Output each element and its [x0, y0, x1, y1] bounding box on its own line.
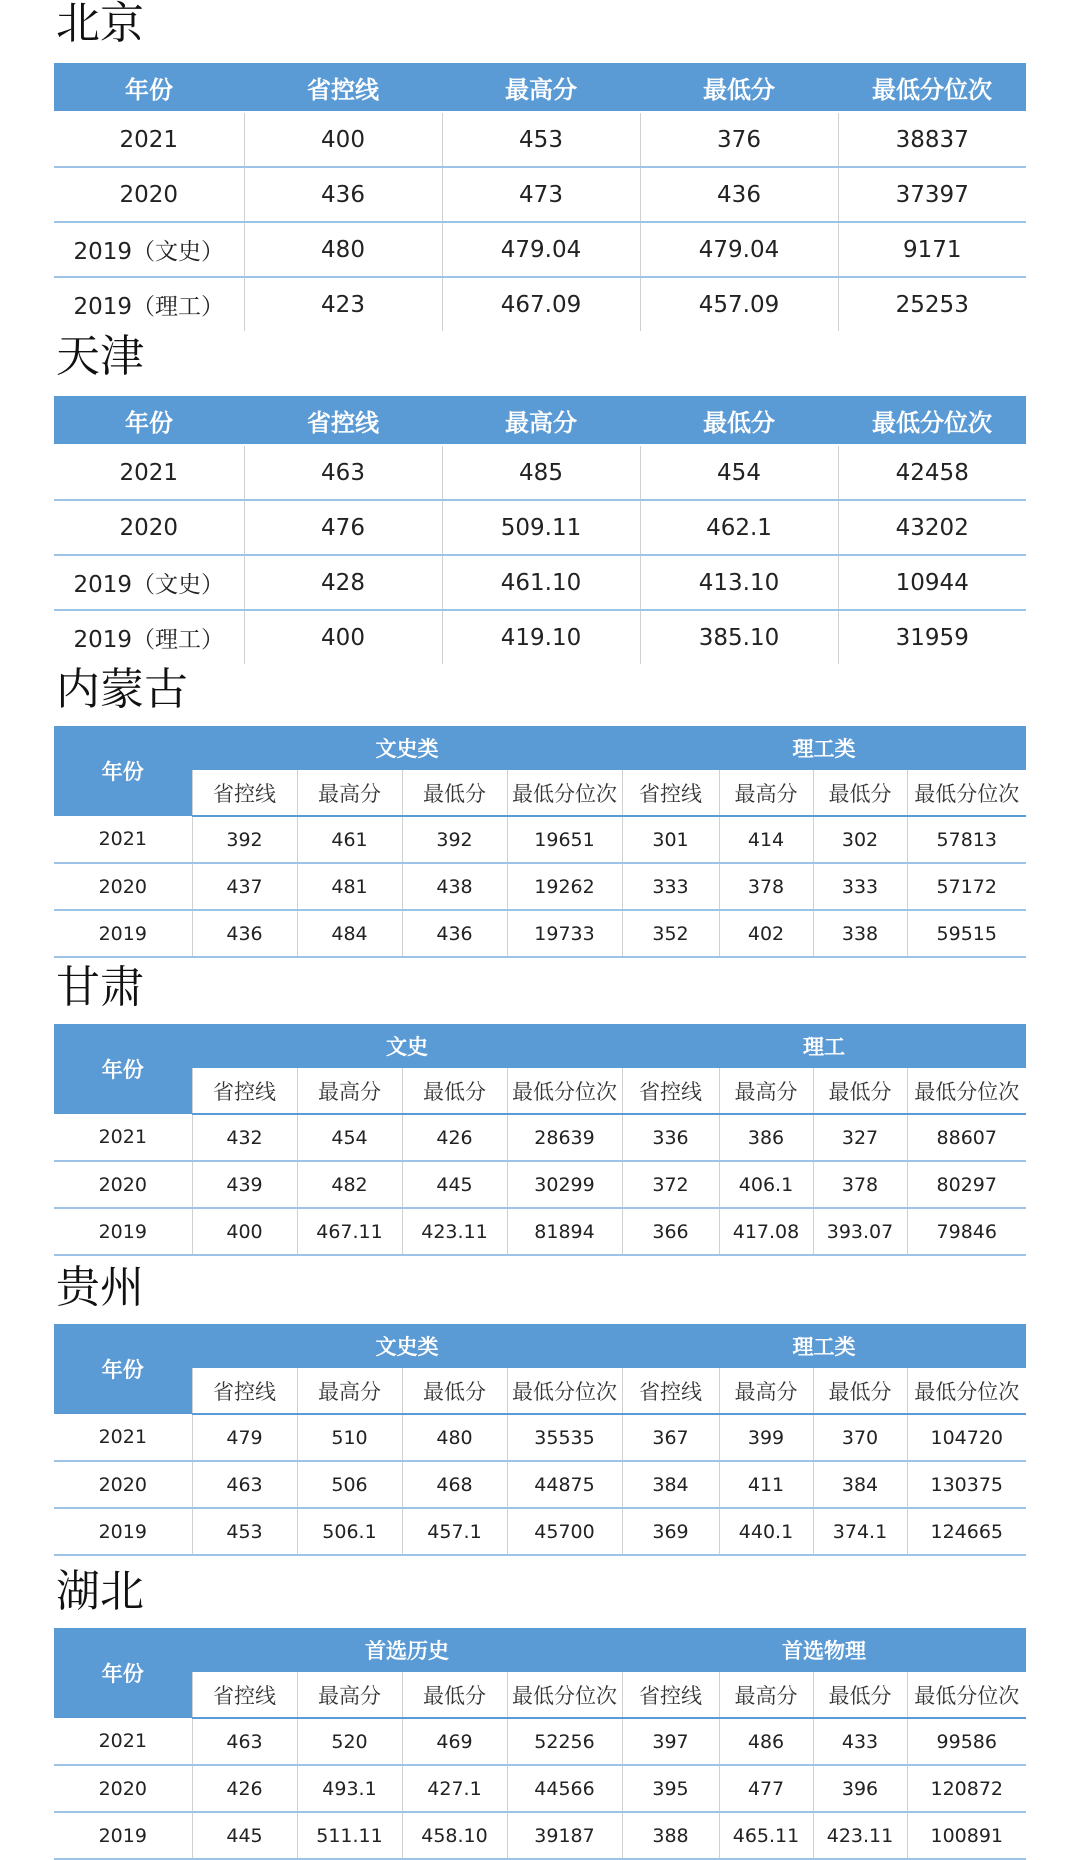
value-cell: 366: [622, 1208, 719, 1255]
value-cell: 445: [192, 1812, 297, 1859]
year-header: 年份: [54, 726, 192, 816]
value-cell: 130375: [907, 1461, 1026, 1508]
column-header: 省控线: [192, 770, 297, 816]
value-cell: 333: [622, 863, 719, 910]
year-cell: 2019（理工）: [73, 627, 225, 653]
value-cell: 367: [622, 1414, 719, 1461]
sub-header-row: [54, 1068, 1026, 1114]
value-cell: 432: [192, 1114, 297, 1161]
region-title: 北京: [56, 0, 144, 49]
column-header: 最高分: [719, 1368, 813, 1414]
column-header: 最高分: [297, 770, 402, 816]
value-cell: 400: [192, 1208, 297, 1255]
year-cell: 2020: [54, 1161, 192, 1208]
value-cell: 439: [192, 1161, 297, 1208]
table-row: [54, 555, 1026, 610]
value-cell: 437: [192, 863, 297, 910]
value-cell: 433: [813, 1718, 907, 1765]
table-row: [54, 500, 1026, 555]
value-cell: 124665: [907, 1508, 1026, 1555]
value-cell: 467.11: [297, 1208, 402, 1255]
value-cell: 384: [622, 1461, 719, 1508]
value-cell: 392: [192, 816, 297, 863]
value-cell: 414: [719, 816, 813, 863]
column-header: 省控线: [622, 1368, 719, 1414]
value-cell: 35535: [507, 1414, 622, 1461]
value-cell: 428: [244, 555, 442, 610]
value-cell: 369: [622, 1508, 719, 1555]
value-cell: 81894: [507, 1208, 622, 1255]
column-header: 最低分: [813, 1672, 907, 1718]
column-header: 最高分: [719, 1068, 813, 1114]
value-cell: 510: [297, 1414, 402, 1461]
column-header: 最高分: [719, 1672, 813, 1718]
value-cell: 301: [622, 816, 719, 863]
column-header: 年份: [54, 63, 244, 112]
value-cell: 485: [442, 445, 640, 500]
value-cell: 88607: [907, 1114, 1026, 1161]
column-header: 省控线: [622, 1672, 719, 1718]
table-row: [54, 1208, 1026, 1255]
year-header: 年份: [54, 1324, 192, 1414]
value-cell: 511.11: [297, 1812, 402, 1859]
group-header: 理工类: [622, 726, 1026, 770]
year-cell: 2020: [54, 1461, 192, 1508]
value-cell: 104720: [907, 1414, 1026, 1461]
score-table: [54, 1628, 1026, 1860]
year-cell: 2019（文史）: [54, 555, 244, 610]
value-cell: 52256: [507, 1718, 622, 1765]
table-row: [54, 277, 1026, 331]
column-header: 最高分: [297, 1672, 402, 1718]
value-cell: 388: [622, 1812, 719, 1859]
header-row: [54, 63, 1026, 112]
value-cell: 370: [813, 1414, 907, 1461]
value-cell: 411: [719, 1461, 813, 1508]
table-row: [54, 863, 1026, 910]
score-table: [54, 63, 1026, 331]
value-cell: 384: [813, 1461, 907, 1508]
group-header: 文史类: [192, 726, 622, 770]
value-cell: 376: [640, 112, 838, 167]
value-cell: 457.1: [402, 1508, 507, 1555]
value-cell: 438: [402, 863, 507, 910]
column-header: 最高分: [719, 770, 813, 816]
column-header: 最高分: [442, 396, 640, 445]
year-cell: 2020: [54, 500, 244, 555]
year-cell: 2019（理工）: [73, 294, 225, 320]
column-header: 最低分: [813, 770, 907, 816]
value-cell: 44875: [507, 1461, 622, 1508]
value-cell: 477: [719, 1765, 813, 1812]
value-cell: 436: [402, 910, 507, 957]
group-header-row: [54, 1628, 1026, 1672]
value-cell: 333: [813, 863, 907, 910]
value-cell: 9171: [838, 222, 1026, 277]
value-cell: 445: [402, 1161, 507, 1208]
value-cell: 463: [192, 1461, 297, 1508]
value-cell: 436: [192, 910, 297, 957]
table-row: [54, 112, 1026, 167]
value-cell: 473: [442, 167, 640, 222]
column-header: 最低分位次: [907, 1368, 1026, 1414]
column-header: 最低分: [402, 1672, 507, 1718]
value-cell: 506: [297, 1461, 402, 1508]
column-header: 最低分位次: [507, 1068, 622, 1114]
score-table: [54, 1024, 1026, 1256]
value-cell: 427.1: [402, 1765, 507, 1812]
column-header: 最低分: [813, 1068, 907, 1114]
value-cell: 476: [244, 500, 442, 555]
value-cell: 484: [297, 910, 402, 957]
value-cell: 38837: [838, 112, 1026, 167]
value-cell: 352: [622, 910, 719, 957]
column-header: 最低分: [640, 63, 838, 112]
group-header: 首选物理: [622, 1628, 1026, 1672]
value-cell: 399: [719, 1414, 813, 1461]
value-cell: 400: [244, 112, 442, 167]
value-cell: 426: [192, 1765, 297, 1812]
group-header: 理工类: [622, 1324, 1026, 1368]
value-cell: 395: [622, 1765, 719, 1812]
column-header: 最低分: [813, 1368, 907, 1414]
value-cell: 465.11: [719, 1812, 813, 1859]
value-cell: 468: [402, 1461, 507, 1508]
value-cell: 402: [719, 910, 813, 957]
value-cell: 480: [402, 1414, 507, 1461]
column-header: 省控线: [244, 63, 442, 112]
sub-header-row: [54, 770, 1026, 816]
value-cell: 19651: [507, 816, 622, 863]
column-header: 年份: [54, 396, 244, 445]
table-row: [54, 445, 1026, 500]
value-cell: 31959: [838, 610, 1026, 664]
value-cell: 25253: [838, 277, 1026, 331]
value-cell: 400: [244, 610, 442, 664]
value-cell: 467.09: [442, 277, 640, 331]
value-cell: 44566: [507, 1765, 622, 1812]
year-cell: 2020: [54, 167, 244, 222]
column-header: 最低分: [640, 396, 838, 445]
value-cell: 336: [622, 1114, 719, 1161]
value-cell: 397: [622, 1718, 719, 1765]
value-cell: 423.11: [813, 1812, 907, 1859]
value-cell: 372: [622, 1161, 719, 1208]
value-cell: 42458: [838, 445, 1026, 500]
value-cell: 479.04: [442, 222, 640, 277]
group-header: 理工: [622, 1024, 1026, 1068]
column-header: 最高分: [442, 63, 640, 112]
region-title: 天津: [56, 331, 144, 382]
year-cell: 2021: [54, 1414, 192, 1461]
value-cell: 493.1: [297, 1765, 402, 1812]
column-header: 最低分位次: [838, 396, 1026, 445]
year-cell: 2020: [54, 1765, 192, 1812]
year-cell: 2019: [54, 910, 192, 957]
column-header: 省控线: [192, 1672, 297, 1718]
value-cell: 423.11: [402, 1208, 507, 1255]
value-cell: 482: [297, 1161, 402, 1208]
table-row: [54, 610, 1026, 664]
score-table: [54, 396, 1026, 664]
table-row: [54, 167, 1026, 222]
value-cell: 392: [402, 816, 507, 863]
region-title: 贵州: [56, 1262, 144, 1313]
value-cell: 453: [192, 1508, 297, 1555]
sub-header-row: [54, 1368, 1026, 1414]
year-cell: 2021: [54, 1114, 192, 1161]
column-header: 最低分位次: [838, 63, 1026, 112]
year-cell: 2020: [54, 863, 192, 910]
column-header: 省控线: [622, 770, 719, 816]
table-row: [54, 1161, 1026, 1208]
value-cell: 454: [297, 1114, 402, 1161]
value-cell: 59515: [907, 910, 1026, 957]
value-cell: 100891: [907, 1812, 1026, 1859]
column-header: 最低分: [402, 1068, 507, 1114]
column-header: 最低分: [402, 1368, 507, 1414]
year-cell: 2021: [54, 445, 244, 500]
value-cell: 419.10: [442, 610, 640, 664]
group-header-row: [54, 1324, 1026, 1368]
value-cell: 386: [719, 1114, 813, 1161]
group-header: 文史类: [192, 1324, 622, 1368]
value-cell: 509.11: [442, 500, 640, 555]
column-header: 最低分位次: [507, 770, 622, 816]
value-cell: 374.1: [813, 1508, 907, 1555]
column-header: 最低分: [402, 770, 507, 816]
group-header: 首选历史: [192, 1628, 622, 1672]
table-row: [54, 1765, 1026, 1812]
value-cell: 480: [244, 222, 442, 277]
column-header: 最低分位次: [907, 1672, 1026, 1718]
score-table: [54, 1324, 1026, 1556]
year-cell: 2019: [54, 1812, 192, 1859]
value-cell: 463: [192, 1718, 297, 1765]
value-cell: 396: [813, 1765, 907, 1812]
value-cell: 453: [442, 112, 640, 167]
column-header: 最低分位次: [907, 770, 1026, 816]
column-header: 省控线: [622, 1068, 719, 1114]
region-title: 甘肃: [56, 962, 144, 1013]
column-header: 最低分位次: [907, 1068, 1026, 1114]
value-cell: 520: [297, 1718, 402, 1765]
value-cell: 461.10: [442, 555, 640, 610]
value-cell: 463: [244, 445, 442, 500]
year-cell: 2019（文史）: [54, 222, 244, 277]
value-cell: 30299: [507, 1161, 622, 1208]
value-cell: 506.1: [297, 1508, 402, 1555]
value-cell: 479.04: [640, 222, 838, 277]
value-cell: 80297: [907, 1161, 1026, 1208]
table-row: [54, 1114, 1026, 1161]
value-cell: 462.1: [640, 500, 838, 555]
value-cell: 426: [402, 1114, 507, 1161]
table-row: [54, 1812, 1026, 1859]
value-cell: 99586: [907, 1718, 1026, 1765]
value-cell: 454: [640, 445, 838, 500]
value-cell: 57813: [907, 816, 1026, 863]
value-cell: 406.1: [719, 1161, 813, 1208]
year-cell: 2019: [54, 1508, 192, 1555]
value-cell: 436: [640, 167, 838, 222]
value-cell: 45700: [507, 1508, 622, 1555]
value-cell: 479: [192, 1414, 297, 1461]
value-cell: 378: [719, 863, 813, 910]
value-cell: 79846: [907, 1208, 1026, 1255]
year-header: 年份: [54, 1024, 192, 1114]
value-cell: 57172: [907, 863, 1026, 910]
column-header: 最高分: [297, 1068, 402, 1114]
value-cell: 413.10: [640, 555, 838, 610]
value-cell: 19262: [507, 863, 622, 910]
value-cell: 440.1: [719, 1508, 813, 1555]
value-cell: 120872: [907, 1765, 1026, 1812]
year-cell: 2019: [54, 1208, 192, 1255]
value-cell: 458.10: [402, 1812, 507, 1859]
value-cell: 10944: [838, 555, 1026, 610]
value-cell: 327: [813, 1114, 907, 1161]
group-header-row: [54, 726, 1026, 770]
value-cell: 43202: [838, 500, 1026, 555]
table-row: [54, 1461, 1026, 1508]
column-header: 最低分位次: [507, 1672, 622, 1718]
value-cell: 423: [244, 277, 442, 331]
year-cell: 2021: [54, 816, 192, 863]
value-cell: 28639: [507, 1114, 622, 1161]
group-header-row: [54, 1024, 1026, 1068]
value-cell: 393.07: [813, 1208, 907, 1255]
value-cell: 481: [297, 863, 402, 910]
table-row: [54, 1718, 1026, 1765]
value-cell: 436: [244, 167, 442, 222]
value-cell: 417.08: [719, 1208, 813, 1255]
value-cell: 469: [402, 1718, 507, 1765]
value-cell: 385.10: [640, 610, 838, 664]
value-cell: 461: [297, 816, 402, 863]
value-cell: 37397: [838, 167, 1026, 222]
region-title: 湖北: [56, 1566, 144, 1617]
column-header: 省控线: [192, 1068, 297, 1114]
value-cell: 19733: [507, 910, 622, 957]
value-cell: 39187: [507, 1812, 622, 1859]
table-row: [54, 910, 1026, 957]
column-header: 最高分: [297, 1368, 402, 1414]
column-header: 省控线: [244, 396, 442, 445]
table-row: [54, 1414, 1026, 1461]
value-cell: 457.09: [640, 277, 838, 331]
value-cell: 378: [813, 1161, 907, 1208]
value-cell: 338: [813, 910, 907, 957]
group-header: 文史: [192, 1024, 622, 1068]
value-cell: 302: [813, 816, 907, 863]
year-header: 年份: [54, 1628, 192, 1718]
table-row: [54, 816, 1026, 863]
score-table: [54, 726, 1026, 958]
year-cell: 2021: [54, 112, 244, 167]
value-cell: 486: [719, 1718, 813, 1765]
header-row: [54, 396, 1026, 445]
table-row: [54, 222, 1026, 277]
sub-header-row: [54, 1672, 1026, 1718]
column-header: 省控线: [192, 1368, 297, 1414]
column-header: 最低分位次: [507, 1368, 622, 1414]
year-cell: 2021: [54, 1718, 192, 1765]
table-row: [54, 1508, 1026, 1555]
region-title: 内蒙古: [56, 664, 188, 715]
